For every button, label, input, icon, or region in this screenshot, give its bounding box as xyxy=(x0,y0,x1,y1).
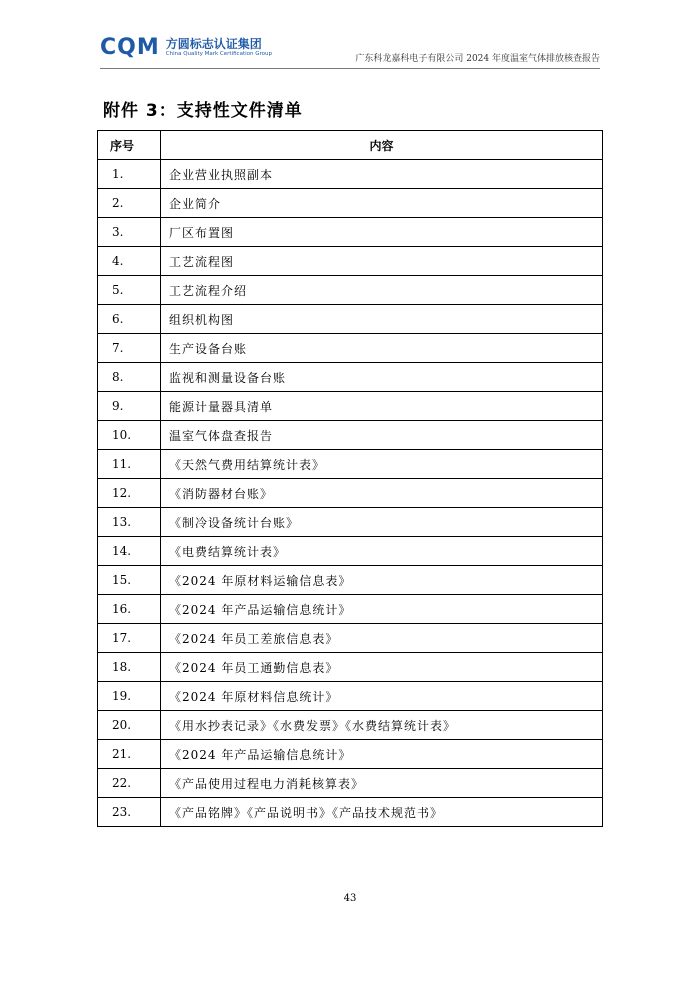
row-seq: 15. xyxy=(98,566,161,595)
row-seq: 7. xyxy=(98,334,161,363)
table-row xyxy=(98,479,603,508)
row-seq: 11. xyxy=(98,450,161,479)
row-content: 《制冷设备统计台账》 xyxy=(161,508,603,537)
table-row xyxy=(98,334,603,363)
row-seq: 17. xyxy=(98,624,161,653)
row-content: 企业简介 xyxy=(161,189,603,218)
row-seq: 5. xyxy=(98,276,161,305)
cqm-logo-mark: CQM xyxy=(100,35,160,60)
row-content: 《产品铭牌》《产品说明书》《产品技术规范书》 xyxy=(161,798,603,827)
row-seq: 20. xyxy=(98,711,161,740)
table-row xyxy=(98,537,603,566)
logo-chinese-name: 方圆标志认证集团 xyxy=(165,37,262,52)
row-seq: 22. xyxy=(98,769,161,798)
row-seq: 1. xyxy=(98,160,161,189)
attachment-title: 附件 3：支持性文件清单 xyxy=(103,101,303,121)
row-content: 工艺流程图 xyxy=(161,247,603,276)
row-seq: 16. xyxy=(98,595,161,624)
table-row xyxy=(98,247,603,276)
row-content: 能源计量器具清单 xyxy=(161,392,603,421)
row-content: 企业营业执照副本 xyxy=(161,160,603,189)
page-header xyxy=(100,36,600,69)
table-row xyxy=(98,624,603,653)
row-seq: 9. xyxy=(98,392,161,421)
row-seq: 10. xyxy=(98,421,161,450)
report-title: 广东科龙嘉科电子有限公司 2024 年度温室气体排放核查报告 xyxy=(355,54,600,64)
table-row xyxy=(98,508,603,537)
row-content: 温室气体盘查报告 xyxy=(161,421,603,450)
row-content: 《天然气费用结算统计表》 xyxy=(161,450,603,479)
table-row xyxy=(98,392,603,421)
row-seq: 2. xyxy=(98,189,161,218)
row-content: 《电费结算统计表》 xyxy=(161,537,603,566)
logo-text xyxy=(166,38,272,58)
row-content: 《产品使用过程电力消耗核算表》 xyxy=(161,769,603,798)
row-content: 组织机构图 xyxy=(161,305,603,334)
row-content: 《2024 年原材料信息统计》 xyxy=(161,682,603,711)
table-row xyxy=(98,276,603,305)
table-body xyxy=(98,160,603,827)
row-seq: 4. xyxy=(98,247,161,276)
company-logo xyxy=(100,36,272,60)
logo-english-name: China Quality Mark Certification Group xyxy=(165,51,272,58)
row-seq: 12. xyxy=(98,479,161,508)
table-row xyxy=(98,595,603,624)
row-seq: 18. xyxy=(98,653,161,682)
row-content: 生产设备台账 xyxy=(161,334,603,363)
table-row xyxy=(98,566,603,595)
table-row xyxy=(98,189,603,218)
row-seq: 21. xyxy=(98,740,161,769)
table-header-row xyxy=(98,131,603,160)
page-number: 43 xyxy=(343,893,357,904)
row-seq: 13. xyxy=(98,508,161,537)
row-content: 《2024 年产品运输信息统计》 xyxy=(161,595,603,624)
row-content: 《2024 年产品运输信息统计》 xyxy=(161,740,603,769)
table-row xyxy=(98,450,603,479)
row-content: 厂区布置图 xyxy=(161,218,603,247)
header-seq: 序号 xyxy=(98,131,161,160)
row-seq: 8. xyxy=(98,363,161,392)
row-seq: 19. xyxy=(98,682,161,711)
table-row xyxy=(98,769,603,798)
row-seq: 6. xyxy=(98,305,161,334)
header-content: 内容 xyxy=(161,131,603,160)
row-content: 《2024 年员工差旅信息表》 xyxy=(161,624,603,653)
row-content: 监视和测量设备台账 xyxy=(161,363,603,392)
supporting-documents-table xyxy=(97,130,603,827)
table-row xyxy=(98,305,603,334)
row-content: 《2024 年员工通勤信息表》 xyxy=(161,653,603,682)
row-content: 《2024 年原材料运输信息表》 xyxy=(161,566,603,595)
table-row xyxy=(98,160,603,189)
row-content: 《消防器材台账》 xyxy=(161,479,603,508)
table-row xyxy=(98,218,603,247)
table-row xyxy=(98,711,603,740)
table-row xyxy=(98,421,603,450)
table-row xyxy=(98,740,603,769)
table-row xyxy=(98,798,603,827)
table-row xyxy=(98,653,603,682)
row-content: 《用水抄表记录》《水费发票》《水费结算统计表》 xyxy=(161,711,603,740)
table-row xyxy=(98,682,603,711)
row-content: 工艺流程介绍 xyxy=(161,276,603,305)
row-seq: 14. xyxy=(98,537,161,566)
table-row xyxy=(98,363,603,392)
row-seq: 23. xyxy=(98,798,161,827)
row-seq: 3. xyxy=(98,218,161,247)
